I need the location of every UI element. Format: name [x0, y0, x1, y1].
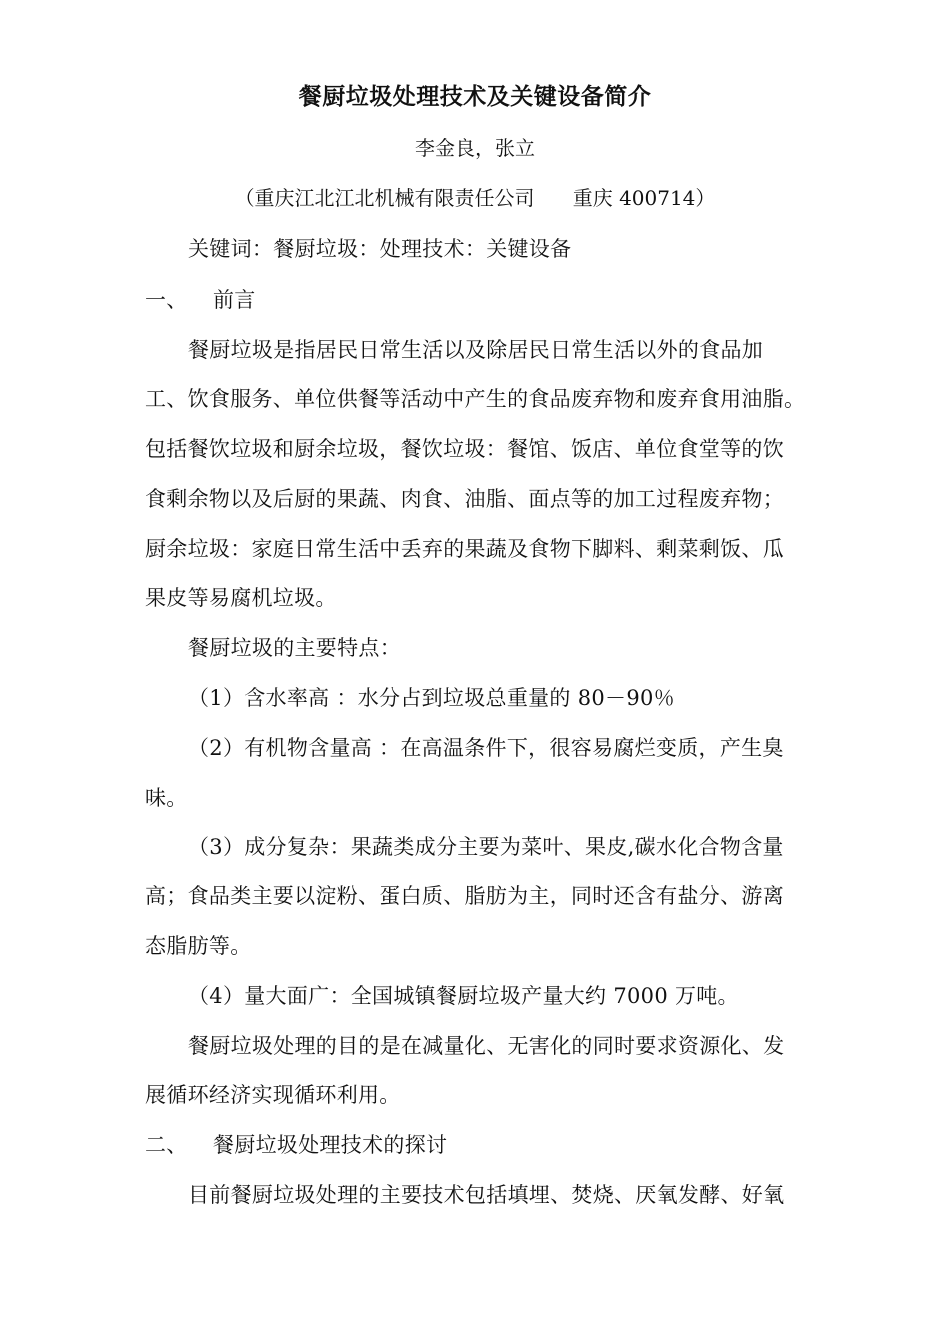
paragraph-line: 目前餐厨垃圾处理的主要技术包括填埋、焚烧、厌氧发酵、好氧: [188, 1183, 785, 1207]
section-title: 前言: [213, 288, 256, 312]
paragraph-line: 包括餐饮垃圾和厨余垃圾，餐饮垃圾：餐馆、饭店、单位食堂等的饮: [145, 437, 784, 461]
feature-item-continued: 态脂肪等。: [145, 934, 252, 958]
affiliation: （重庆江北江北机械有限责任公司 重庆 400714）: [234, 186, 716, 210]
paragraph-line: 餐厨垃圾是指居民日常生活以及除居民日常生活以外的食品加: [188, 338, 764, 362]
feature-item-continued: 高；食品类主要以淀粉、蛋白质、脂肪为主，同时还含有盐分、游离: [145, 884, 784, 908]
authors: 李金良，张立: [415, 136, 535, 160]
section-number: 一、: [145, 288, 188, 312]
keywords: 关键词：餐厨垃圾：处理技术：关键设备: [188, 237, 572, 261]
feature-item: （1）含水率高 ：水分占到垃圾总重量的 80－90％: [188, 686, 675, 710]
feature-item: （4）量大面广：全国城镇餐厨垃圾产量大约 7000 万吨。: [188, 984, 739, 1008]
paragraph-line: 厨余垃圾：家庭日常生活中丢弃的果蔬及食物下脚料、剩菜剩饭、瓜: [145, 537, 784, 561]
paragraph-line: 食剩余物以及后厨的果蔬、肉食、油脂、面点等的加工过程废弃物；: [145, 487, 784, 511]
paragraph-line: 展循环经济实现循环利用。: [145, 1083, 401, 1107]
features-heading: 餐厨垃圾的主要特点：: [188, 636, 401, 660]
paragraph-line: 果皮等易腐机垃圾。: [145, 586, 337, 610]
paragraph-line: 餐厨垃圾处理的目的是在减量化、无害化的同时要求资源化、发: [188, 1034, 785, 1058]
feature-item: （3）成分复杂：果蔬类成分主要为菜叶、果皮,碳水化合物含量: [188, 835, 784, 859]
section-heading-1: [145, 284, 256, 314]
feature-item-continued: 味。: [145, 786, 188, 810]
section-heading-2: [145, 1129, 447, 1159]
document-title: 餐厨垃圾处理技术及关键设备简介: [298, 83, 652, 110]
feature-item: （2）有机物含量高 ：在高温条件下，很容易腐烂变质，产生臭: [188, 736, 784, 760]
section-title: 餐厨垃圾处理技术的探讨: [213, 1133, 448, 1157]
section-number: 二、: [145, 1133, 188, 1157]
paragraph-line: 工、饮食服务、单位供餐等活动中产生的食品废弃物和废弃食用油脂。: [145, 387, 806, 411]
